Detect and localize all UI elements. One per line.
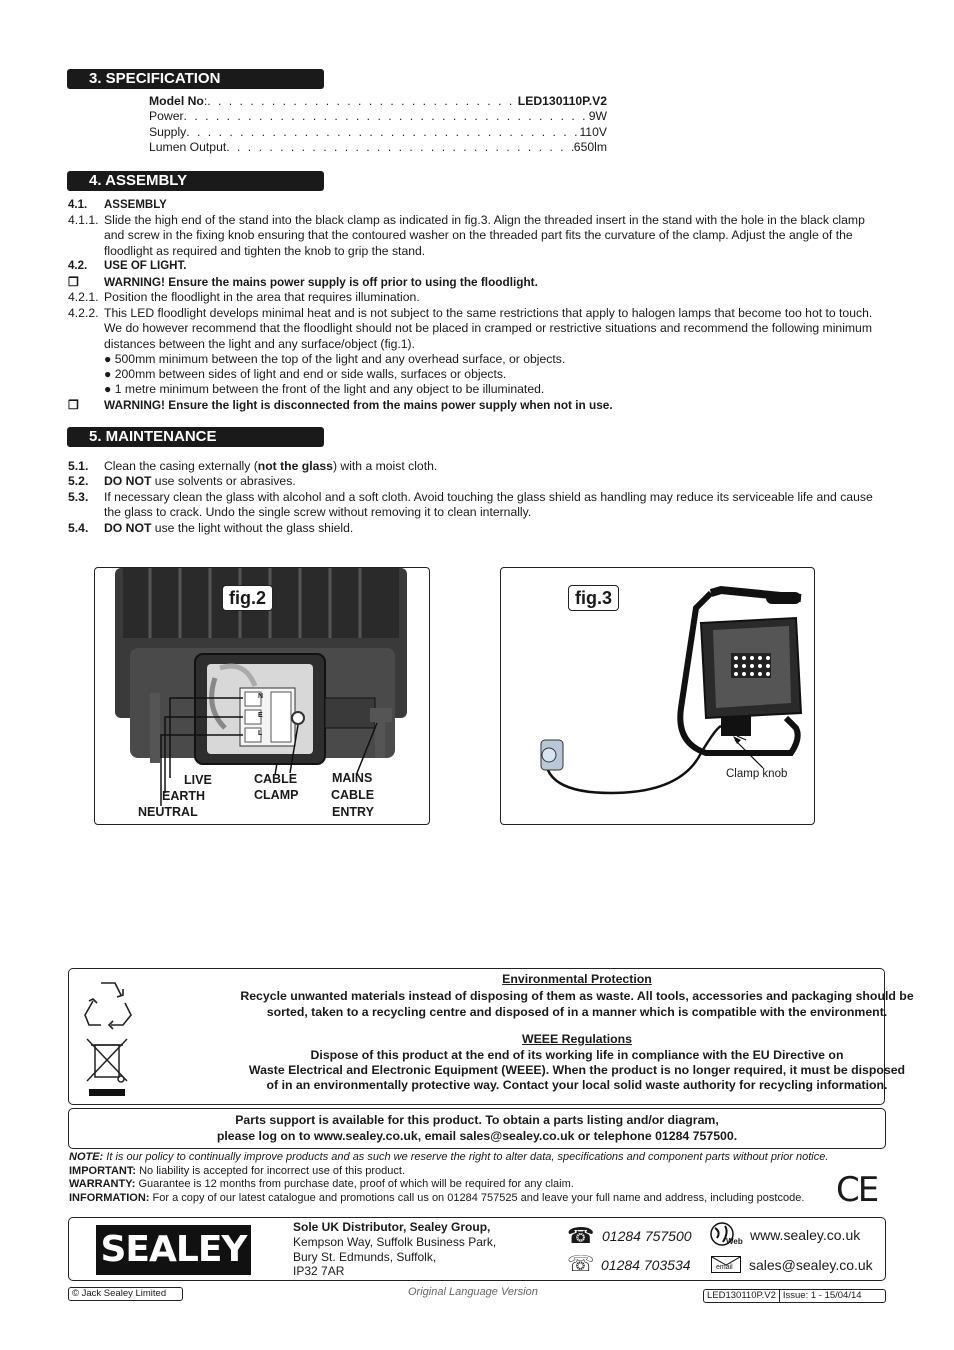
weee-bin-icon — [83, 1035, 131, 1097]
issue-date: Issue: 1 - 15/04/14 — [782, 1290, 862, 1301]
live-label: LIVE — [184, 773, 212, 787]
spec-row-lumen — [149, 140, 607, 155]
spec-label: Power — [149, 109, 184, 123]
spec-label: Lumen Output — [149, 140, 227, 154]
item-text: ● 500mm minimum between the top of the light and any overhead surface, or objects. — [104, 352, 566, 366]
item-text: ASSEMBLY — [104, 199, 167, 211]
maintenance-item — [68, 521, 886, 536]
ce-mark: CE — [836, 1170, 878, 1210]
item-number: 5.4. — [68, 521, 89, 535]
spec-value: 650lm — [573, 140, 607, 154]
telephone-icon: ☎ — [567, 1223, 595, 1248]
spec-label: Model No — [149, 94, 204, 108]
item-number: 4.2.2. — [68, 306, 99, 320]
warning-item — [68, 275, 886, 290]
maintenance-item — [68, 474, 886, 489]
item-number: 4.1.1. — [68, 213, 99, 227]
copyright-box: © Jack Sealey Limited — [68, 1287, 183, 1301]
figure-2-wiring — [94, 567, 430, 825]
assembly-item — [68, 306, 886, 352]
bullet-item — [68, 382, 886, 397]
sealey-logo: SEALEY — [96, 1225, 251, 1275]
note-warranty: WARRANTY: Guarantee is 12 months from purchase date, proof of which will be required for any claim. — [69, 1178, 574, 1190]
item-number: 4.2.1. — [68, 290, 99, 304]
item-number: 4.2. — [68, 260, 88, 272]
spec-leader — [226, 140, 574, 155]
parts-support-line2: please log on to www.sealey.co.uk, email sales@sealey.co.uk or telephone 01284 757500. — [216, 1128, 738, 1143]
item-text: ● 200mm between sides of light and end or side walls, surfaces or objects. — [104, 367, 507, 381]
item-number: 5.1. — [68, 459, 89, 473]
section-heading-assembly: 4. ASSEMBLY — [67, 171, 324, 191]
item-text: ● 1 metre minimum between the front of the light and any object to be illuminated. — [104, 382, 545, 396]
email-label: email — [716, 1264, 733, 1271]
address-line4: IP32 7AR — [293, 1264, 345, 1278]
spec-row-supply — [149, 125, 607, 140]
spec-leader — [184, 109, 589, 124]
neutral-label: NEUTRAL — [138, 805, 198, 819]
spec-value: 9W — [588, 109, 607, 123]
terminal-e-label: E — [258, 712, 263, 719]
earth-label: EARTH — [162, 789, 206, 803]
item-text: Slide the high end of the stand into the black clamp as indicated in fig.3. Align the threaded insert in the stand with the hole in the black clamp and screw in the fixing knob ensuring that the contoured washer on the threaded part fits the curvature of the clamp. Adjust the angle of the floodlight as required and tighten the knob to grip the stand. — [104, 213, 865, 258]
assembly-item — [68, 213, 886, 259]
bullet-item — [68, 367, 886, 382]
environmental-text-line2: sorted, taken to a recycling centre and disposed of in a manner which is compatible with the environment. — [266, 1005, 888, 1019]
fax-number: 01284 703534 — [601, 1257, 691, 1273]
environmental-text-line1: Recycle unwanted materials instead of disposing of them as waste. All tools, accessories and packaging should be — [240, 989, 914, 1003]
item-text: Position the floodlight in the area that requires illumination. — [104, 290, 420, 304]
weee-title: WEEE Regulations — [522, 1032, 632, 1046]
weee-text-line1: Dispose of this product at the end of its working life in compliance with the EU Directive on — [310, 1048, 844, 1062]
weee-text-line3: of in an environmentally protective way. Contact your local solid waste authority for recycling information. — [266, 1078, 888, 1092]
figure-3-floodlight — [500, 567, 815, 825]
fax-icon: ☏ — [567, 1251, 595, 1276]
spec-value: LED130110P.V2 — [517, 94, 607, 108]
spec-colon: : — [203, 94, 208, 108]
parts-support-box — [68, 1108, 886, 1149]
item-text: USE OF LIGHT. — [104, 260, 187, 272]
spec-value: 110V — [579, 125, 607, 139]
clamp-knob-callout: Clamp knob — [726, 768, 788, 780]
note-information: INFORMATION: For a copy of our latest catalogue and promotions call us on 01284 757525 and leave your full name and address, including postcode. — [69, 1192, 805, 1204]
email-address[interactable]: sales@sealey.co.uk — [749, 1257, 873, 1273]
address-line2: Kempson Way, Suffolk Business Park, — [293, 1235, 497, 1249]
fig-2-label: fig.2 — [222, 585, 273, 611]
fig-3-label: fig.3 — [568, 585, 619, 611]
spec-leader — [186, 125, 579, 140]
floodlight-illustration — [501, 568, 815, 825]
parts-support-line1: Parts support is available for this product. To obtain a parts listing and/or diagram, — [235, 1113, 719, 1127]
mains-label: MAINS — [332, 771, 373, 785]
terminal-l-label: L — [258, 730, 263, 737]
cable-clamp-label-line2: CLAMP — [254, 788, 299, 802]
spec-row-power — [149, 109, 607, 124]
item-number: 5.3. — [68, 490, 89, 504]
maintenance-item — [68, 459, 886, 474]
item-text: WARNING! Ensure the light is disconnected from the mains power supply when not in use. — [104, 398, 613, 412]
spec-label: Supply — [149, 125, 187, 139]
section-heading-specification: 3. SPECIFICATION — [67, 69, 324, 89]
document-code: LED130110P.V2 — [704, 1290, 780, 1302]
environment-box — [68, 968, 914, 1105]
item-text: This LED floodlight develops minimal heat and is not subject to the same restrictions that apply to halogen lamps that become too hot to touch. We do however recommend that the floodlight should not be placed in cramped or restrictive situations and recommend the following minimum distances between the light and any surface/object (fig.1). — [104, 306, 873, 351]
item-text: DO NOT use the light without the glass shield. — [104, 521, 354, 535]
environmental-protection-title: Environmental Protection — [502, 972, 652, 986]
note-important: IMPORTANT: No liability is accepted for incorrect use of this product. — [69, 1165, 406, 1177]
warning-item — [68, 398, 886, 413]
cable-clamp-label-line1: CABLE — [254, 772, 298, 786]
recycle-icon — [81, 977, 135, 1031]
language-version: Original Language Version — [408, 1286, 538, 1298]
item-text: Clean the casing externally (not the glass) with a moist cloth. — [104, 459, 438, 473]
web-label: Web — [726, 1237, 743, 1246]
assembly-item — [68, 198, 886, 213]
assembly-item — [68, 259, 886, 274]
entry-label: ENTRY — [332, 805, 374, 819]
address-line1: Sole UK Distributor, Sealey Group, — [293, 1220, 491, 1234]
website[interactable]: www.sealey.co.uk — [750, 1227, 861, 1243]
maintenance-item — [68, 490, 886, 521]
mains-cable-label: CABLE — [331, 788, 375, 802]
section-heading-maintenance: 5. MAINTENANCE — [67, 427, 324, 447]
weee-text-line2: Waste Electrical and Electronic Equipment (WEEE). When the product is no longer required, it must be disposed — [248, 1063, 906, 1077]
phone-number: 01284 757500 — [602, 1228, 692, 1244]
item-number: 5.2. — [68, 474, 89, 488]
assembly-item — [68, 290, 886, 305]
item-number: 4.1. — [68, 199, 88, 211]
checkbox-bullet-icon: ❒ — [68, 398, 79, 412]
checkbox-bullet-icon: ❒ — [68, 275, 79, 289]
spec-row-model — [149, 94, 607, 109]
document-code-box — [703, 1289, 886, 1303]
terminal-n-label: N — [258, 693, 264, 700]
item-text: WARNING! Ensure the mains power supply is off prior to using the floodlight. — [104, 275, 538, 289]
note-policy: NOTE: It is our policy to continually improve products and as such we reserve the right to alter data, specifications and component parts without prior notice. — [69, 1151, 829, 1163]
bullet-item — [68, 352, 886, 367]
address-line3: Bury St. Edmunds, Suffolk, — [293, 1250, 437, 1264]
item-text: DO NOT use solvents or abrasives. — [104, 474, 296, 488]
item-text: If necessary clean the glass with alcohol and a soft cloth. Avoid touching the glass shield as handling may reduce its serviceable life and cause the glass to crack. Undo the single screw without removing it to clean internally. — [104, 490, 873, 520]
spec-leader — [207, 94, 518, 109]
